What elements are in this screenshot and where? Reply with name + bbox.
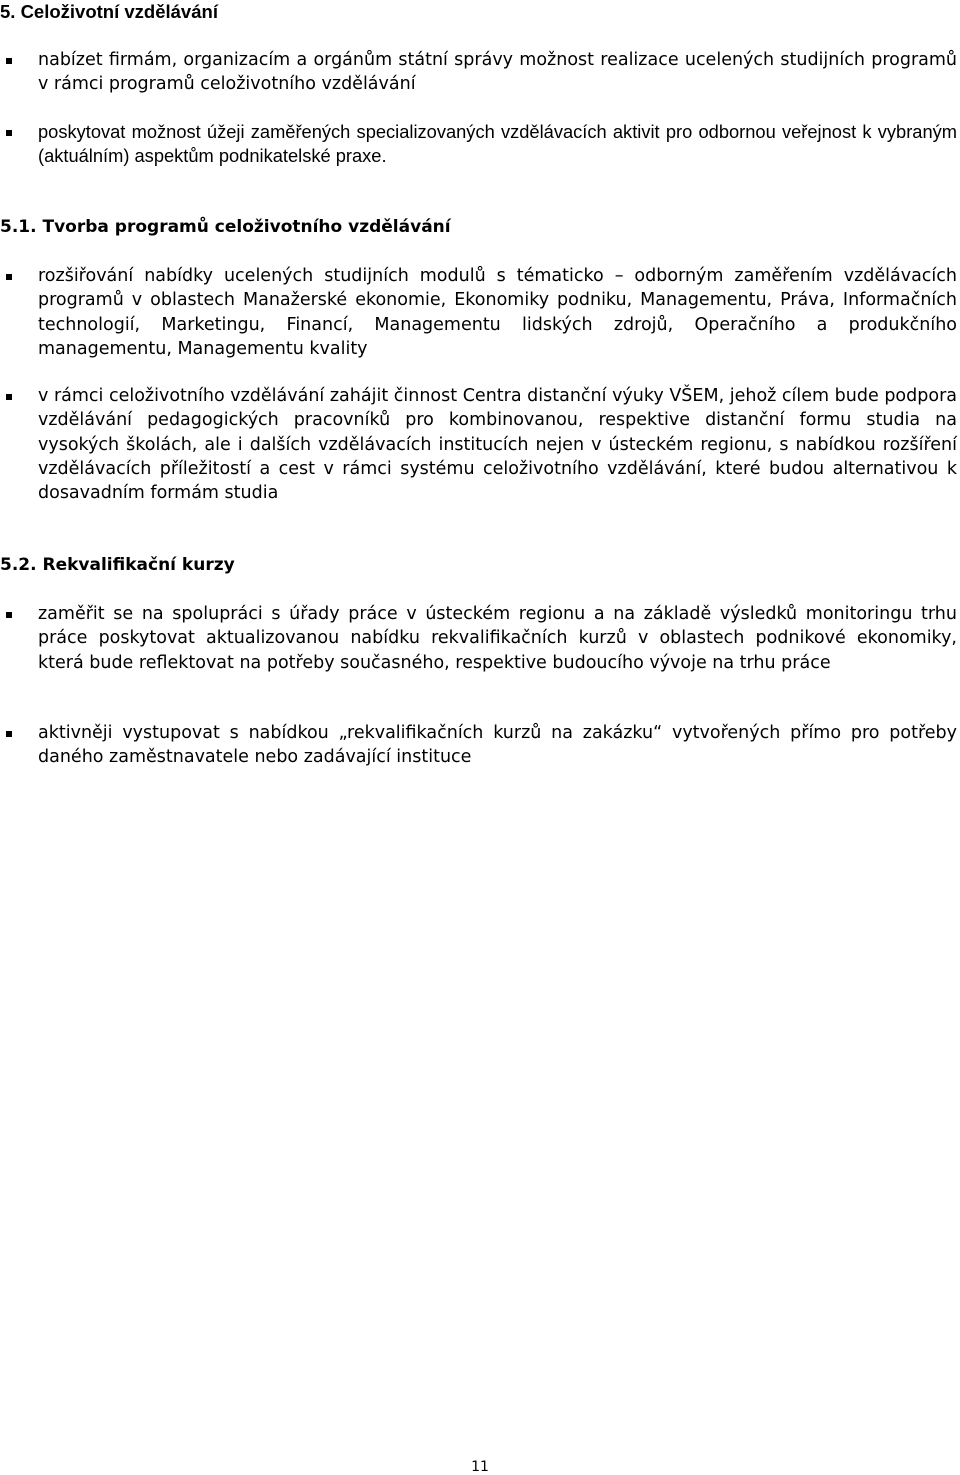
list-item-text: rozšiřování nabídky ucelených studijních modulů s tématicko – odborným zaměřením vzdělávacích programů v oblastech Manažerské ekonomie, Ekonomiky podniku, Managementu, Práva, Informačních technologií, Marketingu, Financí, Managementu lidských zdrojů, Operačního a produkčního managementu, Managementu kvality: [38, 266, 957, 359]
bullet-icon: [6, 731, 12, 737]
bullet-icon: [6, 58, 12, 64]
section-heading-5-2: 5.2. Rekvalifikační kurzy: [0, 555, 235, 575]
list-item-text: aktivněji vystupovat s nabídkou „rekvalifikačních kurzů na zakázku“ vytvořených přímo pro potřeby daného zaměstnavatele nebo zadávající instituce: [38, 723, 957, 768]
bullet-icon: [6, 612, 12, 618]
bullet-icon: [6, 394, 12, 400]
list-item-text: poskytovat možnost úžeji zaměřených specializovaných vzdělávacích aktivit pro odbornou veřejnost k vybraným (aktuálním) aspektům podnikatelské praxe.: [38, 121, 957, 167]
section-heading-5-1: 5.1. Tvorba programů celoživotního vzdělávání: [0, 217, 451, 237]
list-item-text: v rámci celoživotního vzdělávání zahájit činnost Centra distanční výuky VŠEM, jehož cílem bude podpora vzdělávání pedagogických pracovníků pro kombinovanou, respektive distanční formu studia na vysokých školách, ale i dalších vzdělávacích institucích nejen v ústeckém regionu, s nabídkou rozšíření vzdělávacích příležitostí a cest v rámci systému celoživotního vzdělávání, které budou alternativou k dosavadním formám studia: [38, 386, 957, 504]
list-item-text: zaměřit se na spolupráci s úřady práce v ústeckém regionu a na základě výsledků monitoringu trhu práce poskytovat aktualizovanou nabídku rekvalifikačních kurzů v oblastech podnikové ekonomiky, která bude reflektovat na potřeby současného, respektive budoucího vývoje na trhu práce: [38, 604, 957, 673]
section-heading-5: 5. Celoživotní vzdělávání: [0, 1, 218, 22]
page-number: 11: [471, 1459, 489, 1475]
list-item-text: nabízet firmám, organizacím a orgánům státní správy možnost realizace ucelených studijních programů v rámci programů celoživotního vzdělávání: [38, 50, 957, 95]
bullet-icon: [6, 274, 12, 280]
bullet-icon: [6, 130, 12, 136]
